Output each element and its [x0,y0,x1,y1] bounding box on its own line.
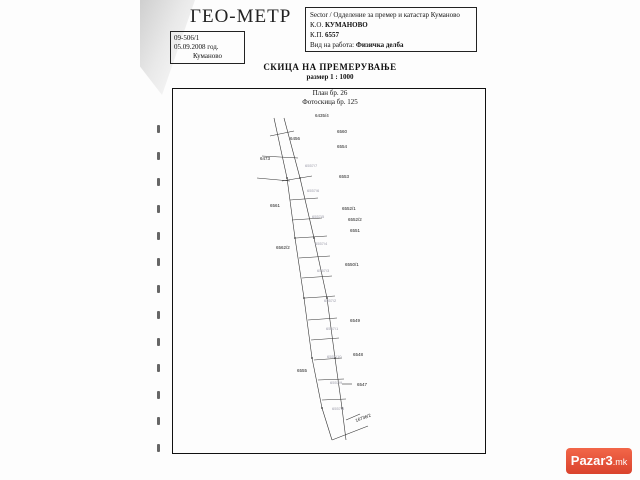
subparcel-label: 6557/3 [317,268,330,273]
binder-hole [157,338,160,346]
parcel-label: 6552/1 [342,206,356,211]
binder-hole [157,178,160,186]
parcel-label: 6473 [260,156,271,161]
binder-hole [157,232,160,240]
binder-hole [157,311,160,319]
binder-hole [157,391,160,399]
binder-hole [157,417,160,425]
binder-hole [157,258,160,266]
subparcel-label: 6557/10 [327,354,342,359]
work-value: Физичка делба [355,41,404,49]
parcel-label: 6555 [297,368,308,373]
pazar3-watermark: Pazar3.mk [566,448,632,474]
kp-line: К.П. 6557 [310,31,339,39]
subparcel-label: 6557/9 [330,380,343,385]
subparcel-label: 6557/8 [332,406,345,411]
survey-points [286,177,343,409]
plan-number: План бр. 26 [312,89,348,97]
registration-number: 09-506/1 [174,34,200,42]
subparcel-label: 6557/2 [324,298,337,303]
registration-date: 05.09.2008 год. [174,43,219,51]
work-line: Вид на работа: Физичка делба [310,41,404,49]
photo-number: Фотоскица бр. 125 [302,98,358,106]
kp-value: 6557 [324,31,339,39]
parcel-label: 6554 [337,144,348,149]
binder-hole [157,285,160,293]
parcel-label: 6560 [337,129,348,134]
info-box [305,7,477,52]
parcel-label: 6551 [350,228,361,233]
binder-hole [157,205,160,213]
binder-hole [157,125,160,133]
sketch-scale: размер 1 : 1000 [306,73,354,81]
binder-hole [157,152,160,160]
parcel-label: 6553 [339,174,350,179]
survey-sketch [172,88,486,454]
binder-hole [157,444,160,452]
sector-line: Sector / Одделение за премер и катастар Куманово [310,11,460,19]
parcel-label: 6435/4 [315,113,329,118]
registration-city: Куманово [192,52,223,60]
company-logo: ГЕО-МЕТР [190,6,292,27]
subparcel-label: 6557/1 [326,326,339,331]
parcel-label: 6552/2 [348,217,362,222]
parcel-label: 6456 [290,136,301,141]
parcel-label: 6561 [270,203,281,208]
parcel-label: 6549 [350,318,361,323]
parcel-label: 6550/1 [345,262,359,267]
subparcel-label: 6557/4 [315,241,328,246]
sketch-title: СКИЦА НА ПРЕМЕРУВАЊЕ [263,62,397,72]
parcel-label: 16736/2 [354,412,372,423]
subparcel-label: 6557/6 [307,188,320,193]
binder-hole [157,364,160,372]
subparcel-label: 6557/7 [305,163,318,168]
parcel-label: 6562/2 [276,245,290,250]
ko-line: К.О. КУМАНОВО [310,21,368,29]
subparcel-label: 6557/5 [312,214,325,219]
parcel-label: 6548 [353,352,364,357]
registration-box [170,31,245,64]
parcel-label: 6547 [357,382,368,387]
ko-value: КУМАНОВО [324,21,368,29]
